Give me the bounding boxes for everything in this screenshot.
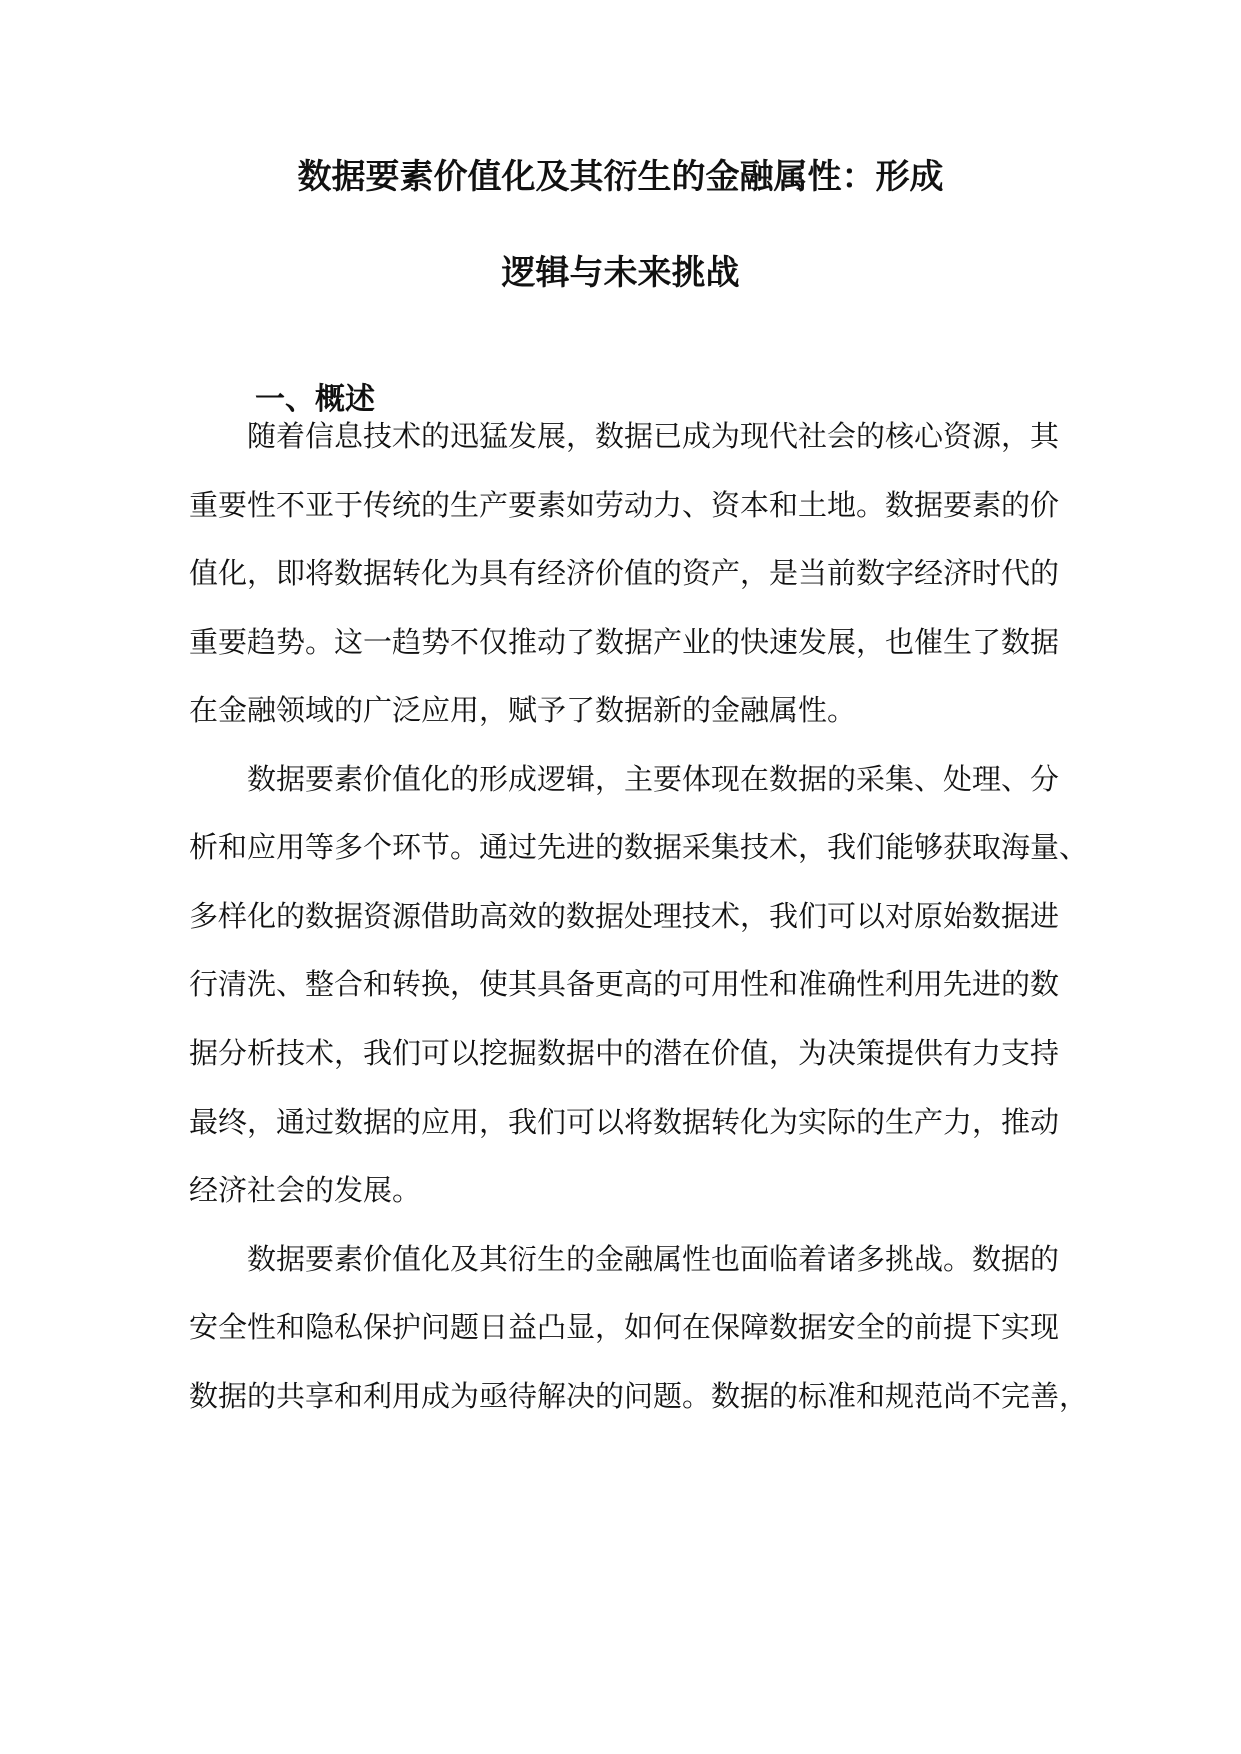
paragraph-1-line-4: 重要趋势。这一趋势不仅推动了数据产业的快速发展，也催生了数据 bbox=[189, 625, 1060, 659]
paragraph-2-line-3: 多样化的数据资源借助高效的数据处理技术，我们可以对原始数据进 bbox=[189, 899, 1060, 933]
section-heading: 一、概述 bbox=[255, 382, 375, 417]
document-title-line-2: 逻辑与未来挑战 bbox=[501, 253, 740, 293]
paragraph-1-line-1: 随着信息技术的迅猛发展，数据已成为现代社会的核心资源，其 bbox=[247, 419, 1060, 453]
document-title-line-1: 数据要素价值化及其衍生的金融属性：形成 bbox=[297, 157, 944, 197]
paragraph-3-line-3: 数据的共享和利用成为亟待解决的问题。数据的标准和规范尚不完善， bbox=[189, 1379, 1089, 1413]
paragraph-2-line-6: 最终，通过数据的应用，我们可以将数据转化为实际的生产力，推动 bbox=[189, 1105, 1060, 1139]
paragraph-1-line-5: 在金融领域的广泛应用，赋予了数据新的金融属性。 bbox=[189, 693, 857, 727]
paragraph-1-line-2: 重要性不亚于传统的生产要素如劳动力、资本和土地。数据要素的价 bbox=[189, 488, 1060, 522]
paragraph-3-line-1: 数据要素价值化及其衍生的金融属性也面临着诸多挑战。数据的 bbox=[247, 1242, 1060, 1276]
paragraph-1-line-3: 值化，即将数据转化为具有经济价值的资产，是当前数字经济时代的 bbox=[189, 556, 1060, 590]
paragraph-2-line-7: 经济社会的发展。 bbox=[189, 1173, 422, 1207]
paragraph-2-line-5: 据分析技术，我们可以挖掘数据中的潜在价值，为决策提供有力支持 bbox=[189, 1036, 1060, 1070]
paragraph-3-line-2: 安全性和隐私保护问题日益凸显，如何在保障数据安全的前提下实现 bbox=[189, 1310, 1060, 1344]
paragraph-2-line-2: 析和应用等多个环节。通过先进的数据采集技术，我们能够获取海量、 bbox=[189, 830, 1089, 864]
paragraph-2-line-1: 数据要素价值化的形成逻辑，主要体现在数据的采集、处理、分 bbox=[247, 762, 1060, 796]
paragraph-2-line-4: 行清洗、整合和转换，使其具备更高的可用性和准确性利用先进的数 bbox=[189, 967, 1060, 1001]
